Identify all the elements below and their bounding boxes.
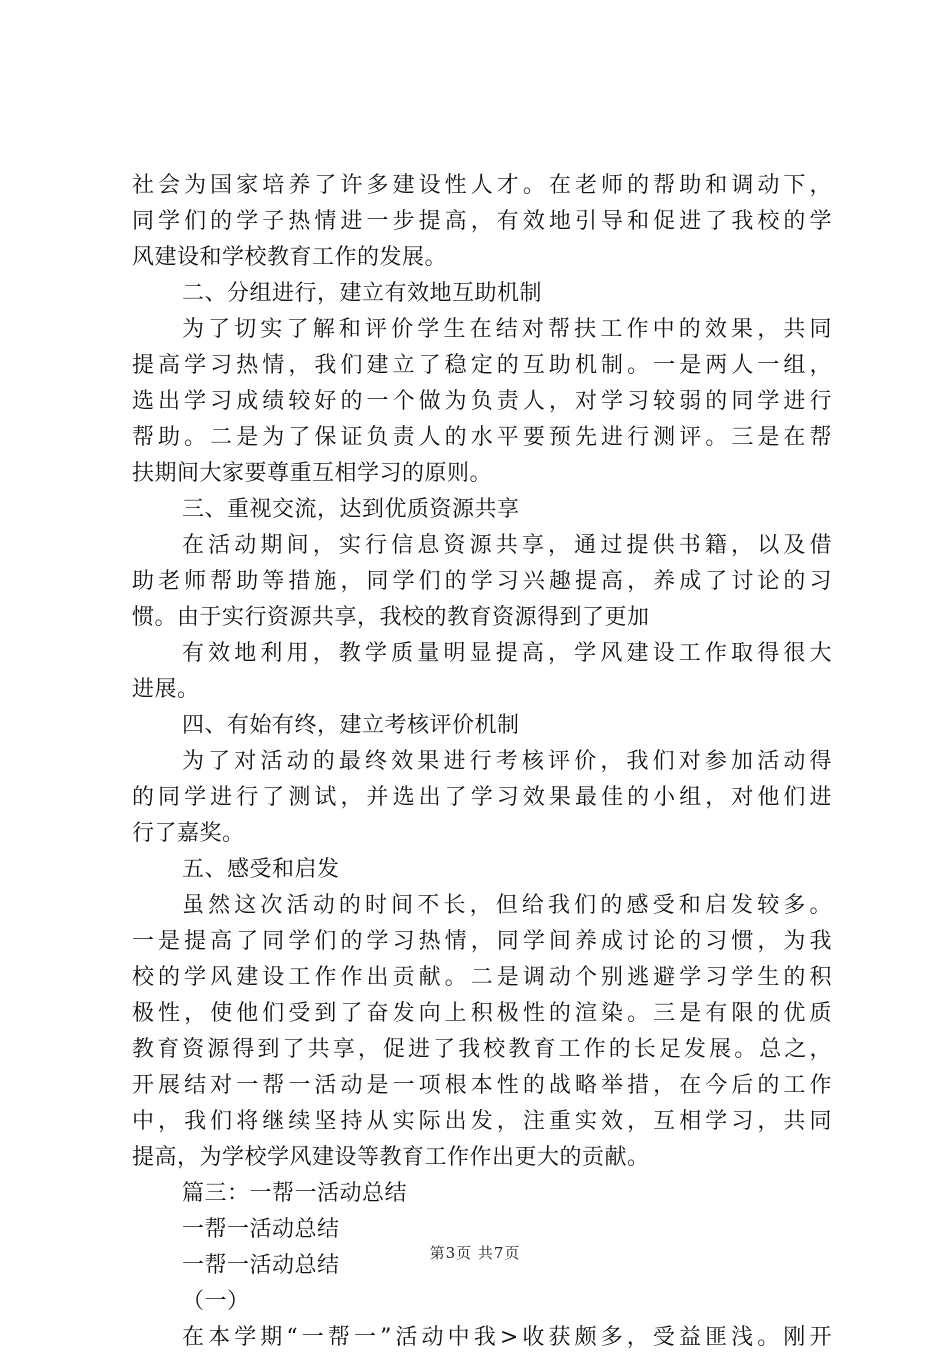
text-line: 开展结对一帮一活动是一项根本性的战略举措，在今后的工作: [132, 1073, 832, 1098]
text-line: 选出学习成绩较好的一个做为负责人，对学习较弱的同学进行: [132, 389, 832, 414]
text-line: 极性，使他们受到了奋发向上积极性的渲染。三是有限的优质: [132, 1001, 832, 1026]
text-line: 在活动期间，实行信息资源共享，通过提供书籍，以及借: [182, 533, 832, 558]
text-line: 的同学进行了测试，并选出了学习效果最佳的小组，对他们进: [132, 785, 832, 810]
text-line: 篇三：一帮一活动总结: [182, 1181, 408, 1206]
page-footer: [0, 1242, 950, 1263]
text-line: 校的学风建设工作作出贡献。二是调动个别逃避学习学生的积: [132, 965, 832, 990]
text-line: 在本学期“一帮一”活动中我>收获颇多，受益匪浅。刚开: [182, 1325, 832, 1350]
text-line: 二、分组进行，建立有效地互助机制: [182, 281, 543, 306]
text-line: 五、感受和启发: [182, 857, 340, 882]
text-line: 虽然这次活动的时间不长，但给我们的感受和启发较多。: [182, 893, 832, 918]
text-line: 一帮一活动总结: [182, 1217, 340, 1242]
text-line: 提高，为学校学风建设等教育工作作出更大的贡献。: [132, 1145, 650, 1170]
text-line: 中，我们将继续坚持从实际出发，注重实效，互相学习，共同: [132, 1109, 832, 1134]
text-line: 社会为国家培养了许多建设性人才。在老师的帮助和调动下，: [132, 173, 832, 198]
page-number: 第3页 共7页: [429, 1244, 521, 1262]
text-line: 有效地利用，教学质量明显提高，学风建设工作取得很大: [182, 641, 832, 666]
text-line: 三、重视交流，达到优质资源共享: [182, 497, 520, 522]
text-line: 教育资源得到了共享，促进了我校教育工作的长足发展。总之，: [132, 1037, 832, 1062]
text-line: 提高学习热情，我们建立了稳定的互助机制。一是两人一组，: [132, 353, 832, 378]
text-line: 行了嘉奖。: [132, 821, 245, 846]
text-line: 进展。: [132, 677, 200, 702]
text-line: 扶期间大家要尊重互相学习的原则。: [132, 461, 493, 486]
text-line: 惯。由于实行资源共享，我校的教育资源得到了更加: [132, 605, 650, 630]
text-line: 四、有始有终，建立考核评价机制: [182, 713, 520, 738]
text-line: 一帮一活动总结: [182, 1253, 340, 1278]
text-line: 同学们的学子热情进一步提高，有效地引导和促进了我校的学: [132, 209, 832, 234]
text-line: 帮助。二是为了保证负责人的水平要预先进行测评。三是在帮: [132, 425, 832, 450]
text-line: 风建设和学校教育工作的发展。: [132, 245, 448, 270]
text-line: 助老师帮助等措施，同学们的学习兴趣提高，养成了讨论的习: [132, 569, 832, 594]
text-line: （一）: [182, 1289, 250, 1314]
text-line: 为了切实了解和评价学生在结对帮扶工作中的效果，共同: [182, 317, 832, 342]
text-line: 为了对活动的最终效果进行考核评价，我们对参加活动得: [182, 749, 832, 774]
document-body: [132, 168, 832, 1356]
text-line: 一是提高了同学们的学习热情，同学间养成讨论的习惯，为我: [132, 929, 832, 954]
